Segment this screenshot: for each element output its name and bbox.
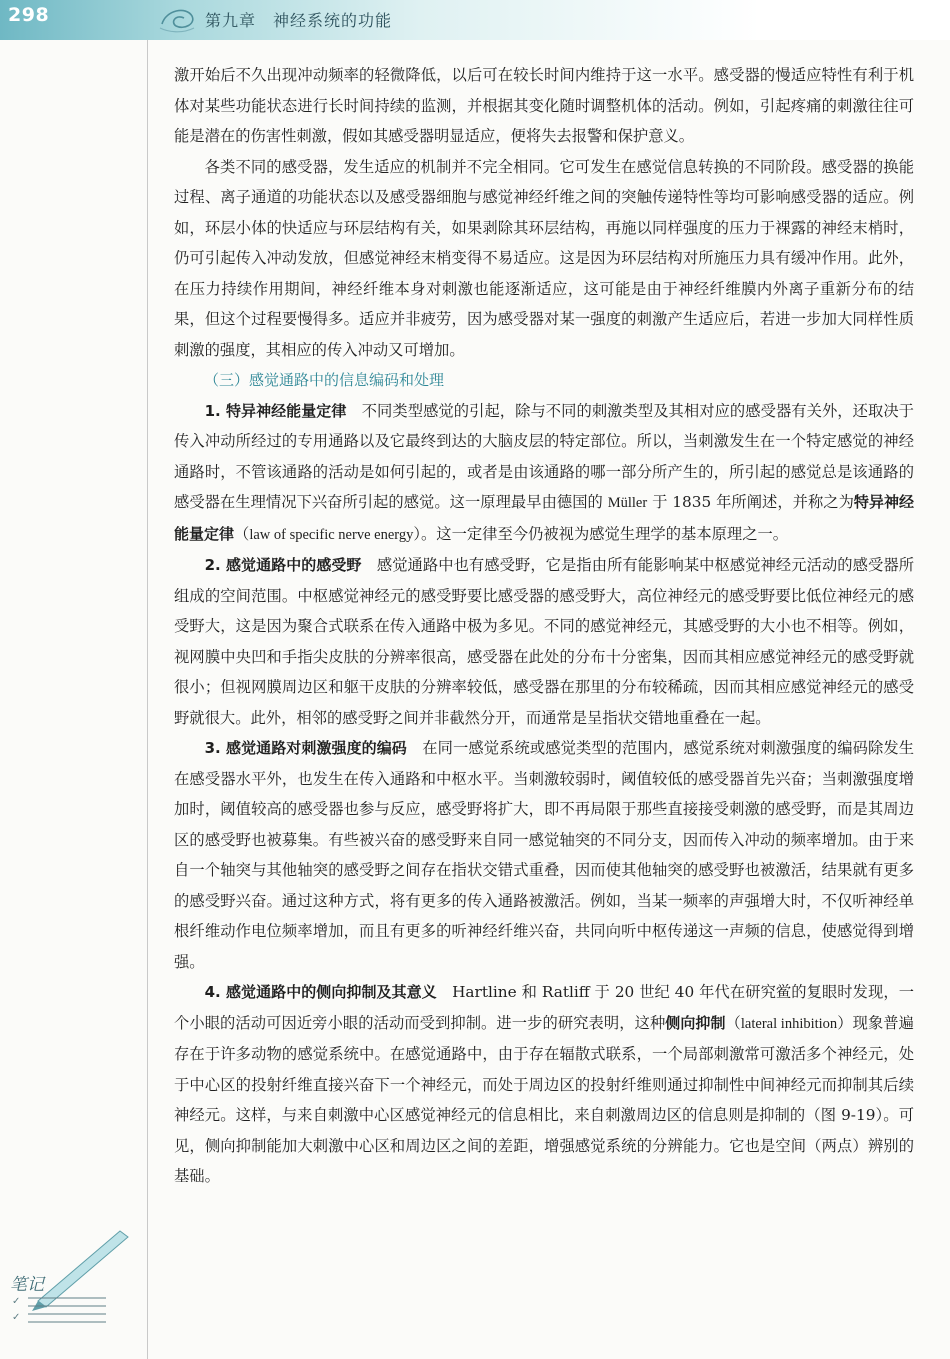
latin-term: law of specific nerve energy [249, 526, 414, 543]
paragraph-adaptation-continued: 激开始后不久出现冲动频率的轻微降低，以后可在较长时间内维持于这一水平。感受器的慢适应特性有利于机体对某些功能状态进行长时间持续的监测，并根据其变化随时调整机体的活动。例如，引起疼痛的刺激往往可能是潜在的伤害性刺激，假如其感受器明显适应，便将失去报警和保护意义。 [174, 66, 914, 145]
item-heading: 4. 感觉通路中的侧向抑制及其意义 [204, 983, 437, 1001]
margin-divider [147, 40, 148, 1359]
paragraph-adaptation-mechanisms: 各类不同的感受器，发生适应的机制并不完全相同。它可发生在感觉信息转换的不同阶段。感受器的换能过程、离子通道的功能状态以及感受器细胞与感觉神经纤维之间的突触传递特性等均可影响感受器的适应。例如，环层小体的快适应与环层结构有关，如果剥除其环层结构，再施以同样强度的压力于裸露的神经末梢时，仍可引起传入冲动发放，但感觉神经末梢变得不易适应。这是因为环层结构对所施压力具有缓冲作用。此外，在压力持续作用期间，神经纤维本身对刺激也能逐渐适应，这可能是由于神经纤维膜内外离子重新分布的结果，但这个过程要慢得多。适应并非疲劳，因为感受器对某一强度的刺激产生适应后，若进一步加大同样性质刺激的强度，其相应的传入冲动又可增加。 [174, 157, 914, 359]
author-name: Müller [607, 495, 648, 511]
svg-text:✓: ✓ [12, 1296, 21, 1307]
item-text: （ [234, 524, 250, 543]
item-text: ）现象普遍存在于许多动物的感觉系统中。在感觉通路中，由于存在辐散式联系，一个局部刺激常可激活多个神经元，处于中心区的投射纤维直接兴奋下一个神经元，而处于周边区的投射纤维则通过抑制性中间神经元而抑制其后续神经元。这样，与来自刺激中心区感觉神经元的信息相比，来自刺激周边区的信息则是抑制的（图 9-19）。可见，侧向抑制能加大刺激中心区和周边区之间的差距，增强感觉系统的分辨能力。它也是空间（两点）辨别的基础。 [174, 1013, 914, 1185]
paragraph-lateral-inhibition [174, 977, 914, 1192]
page-content [174, 60, 914, 1192]
paragraph-specific-nerve-energy [174, 396, 914, 551]
page-number: 298 [8, 4, 50, 26]
paragraph-intensity-coding [174, 733, 914, 977]
swirl-logo-icon [158, 2, 198, 36]
item-text: （ [725, 1013, 741, 1032]
key-term: 特异神经能量定律 [174, 493, 914, 543]
item-text: 于 1835 年所阐述，并称之为 [647, 493, 854, 511]
item-text: 感觉通路中也有感受野，它是指由所有能影响某中枢感觉神经元活动的感受器所组成的空间范围。中枢感觉神经元的感受野要比感受器的感受野大，高位神经元的感受野要比低位神经元的感受野大，这是因为聚合式联系在传入通路中极为多见。不同的感觉神经元，其感受野的大小也不相等。例如，视网膜中央凹和手指尖皮肤的分辨率很高，感受器在此处的分布十分密集，因而其相应感觉神经元的感受野就很小；但视网膜周边区和躯干皮肤的分辨率较低，感受器在那里的分布较稀疏，因而其相应感觉神经元的感受野就很大。此外，相邻的感受野之间并非截然分开，而通常是呈指状交错地重叠在一起。 [174, 556, 914, 727]
item-heading: 2. 感觉通路中的感受野 [204, 556, 362, 574]
notes-lines [8, 1290, 138, 1340]
svg-text:✓: ✓ [12, 1312, 21, 1323]
chapter-title: 第九章 神经系统的功能 [205, 11, 393, 30]
paragraph-receptive-field [174, 550, 914, 733]
notes-label: 笔记 [10, 1275, 44, 1295]
item-heading: 1. 特异神经能量定律 [204, 401, 347, 420]
item-text: 在同一感觉系统或感觉类型的范围内，感觉系统对刺激强度的编码除发生在感受器水平外，也发生在传入通路和中枢水平。当刺激较弱时，阈值较低的感受器首先兴奋；当刺激强度增加时，阈值较高的感受器也参与反应，感受野将扩大，即不再局限于那些直接接受刺激的感受野，而是其周边区的感受野也被募集。有些被兴奋的感受野来自同一感觉轴突的不同分支，因而传入冲动的频率增加。由于来自一个轴突与其他轴突的感受野之间存在指状交错式重叠，因而使其他轴突的感受野也被激活，结果就有更多的感受野兴奋。通过这种方式，将有更多的传入通路被激活。例如，当某一频率的声强增大时，不仅听神经单根纤维动作电位频率增加，而且有更多的听神经纤维兴奋，共同向听中枢传递这一声频的信息，使感觉得到增强。 [174, 739, 914, 971]
item-heading: 3. 感觉通路对刺激强度的编码 [204, 739, 407, 757]
item-text: Hartline 和 Ratliff 于 20 世纪 40 年代在研究鲎的复眼时发现，一个小眼的活动可因近旁小眼的活动而受到抑制。进一步的研究表明，这种 [174, 983, 914, 1032]
header-band [0, 0, 950, 40]
item-text: ）。这一定律至今仍被视为感觉生理学的基本原理之一。 [413, 524, 789, 543]
section-heading: （三）感觉通路中的信息编码和处理 [204, 371, 445, 389]
item-text: 不同类型感觉的引起，除与不同的刺激类型及其相对应的感受器有关外，还取决于传入冲动所经过的专用通路以及它最终到达的大脑皮层的特定部位。所以，当刺激发生在一个特定感觉的神经通路时，不管该通路的活动是如何引起的，或者是由该通路的哪一部分所产生的，所引起的感觉总是该通路的感受器在生理情况下兴奋所引起的感觉。这一原理最早由德国的 [174, 401, 914, 511]
key-term: 侧向抑制 [665, 1013, 726, 1032]
latin-term: lateral inhibition [740, 1015, 838, 1032]
